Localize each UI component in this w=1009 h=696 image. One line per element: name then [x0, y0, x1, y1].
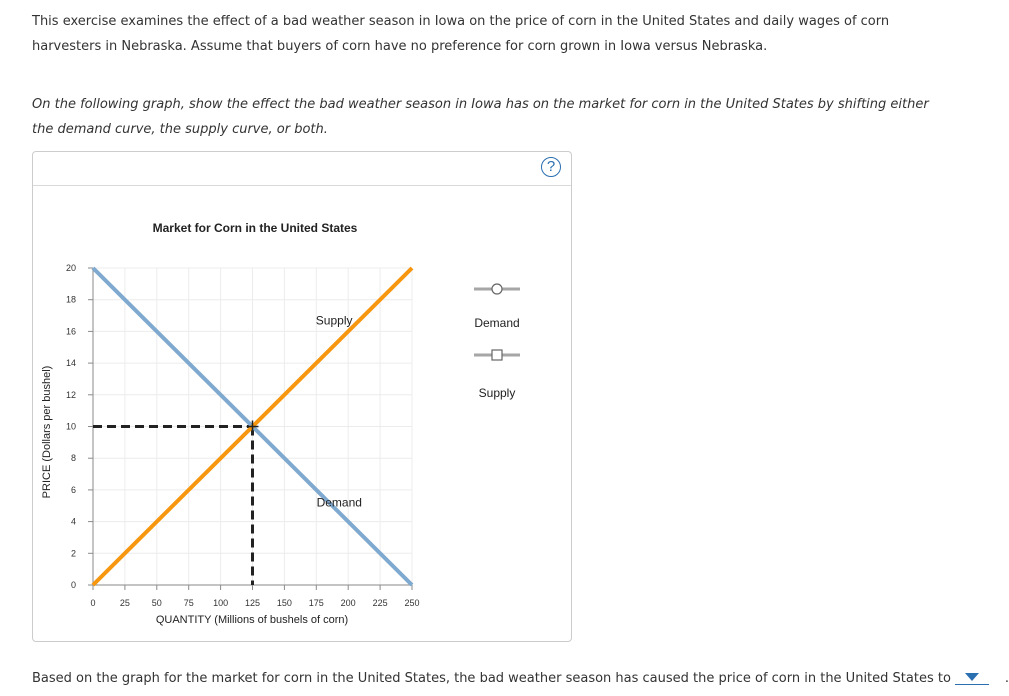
question-text: Based on the graph for the market for corn in the United States, the bad weather season has caused the price of corn in the United States to [32, 671, 951, 686]
chart-title: Market for Corn in the United States [152, 221, 358, 235]
x-tick-label: 75 [183, 598, 194, 608]
palette-label: Supply [478, 386, 516, 400]
y-axis-label: PRICE (Dollars per bushel) [41, 365, 53, 499]
x-tick-label: 250 [404, 598, 420, 608]
help-icon[interactable]: ? [541, 157, 561, 177]
palette-demand-tool[interactable] [474, 284, 520, 330]
square-handle-icon [492, 350, 502, 360]
intro-text: This exercise examines the effect of a bad weather season in Iowa on the price of corn in the United States and daily wages of corn harvesters in Nebraska. Assume that buyers of corn have no preference for corn grown in Iowa versus Nebraska. [32, 14, 890, 54]
drawing-palette [474, 284, 520, 400]
palette-label: Demand [474, 316, 520, 330]
curve-label: Supply [315, 313, 353, 328]
x-tick-label: 225 [372, 598, 388, 608]
x-tick-label: 0 [90, 598, 96, 608]
instruction-text: On the following graph, show the effect the bad weather season in Iowa has on the market for corn in the United States by shifting either the demand curve, the supply curve, or both. [32, 97, 929, 137]
y-tick-label: 0 [70, 580, 76, 590]
x-tick-label: 150 [276, 598, 292, 608]
y-tick-label: 6 [70, 484, 76, 495]
y-tick-label: 20 [65, 263, 76, 273]
curve-label: Demand [316, 495, 362, 510]
x-axis-label: QUANTITY (Millions of bushels of corn) [155, 614, 349, 626]
x-tick-label: 175 [308, 598, 324, 608]
y-tick-label: 2 [70, 548, 76, 559]
price-change-dropdown[interactable] [955, 670, 989, 685]
x-tick-label: 50 [151, 598, 162, 608]
y-tick-label: 4 [70, 516, 76, 527]
x-tick-label: 125 [244, 598, 261, 608]
x-tick-label: 200 [340, 598, 356, 608]
y-tick-label: 16 [65, 326, 76, 337]
x-tick-label: 100 [213, 598, 229, 608]
y-tick-label: 8 [70, 453, 76, 464]
x-tick-label: 25 [119, 598, 130, 608]
palette-supply-tool[interactable] [474, 350, 520, 400]
y-tick-label: 18 [65, 294, 76, 305]
circle-handle-icon [492, 284, 502, 294]
question-end: . [1004, 671, 1009, 686]
y-tick-label: 12 [65, 389, 76, 400]
question-line [32, 670, 1009, 686]
y-tick-label: 14 [65, 358, 76, 369]
y-tick-label: 10 [65, 421, 76, 432]
